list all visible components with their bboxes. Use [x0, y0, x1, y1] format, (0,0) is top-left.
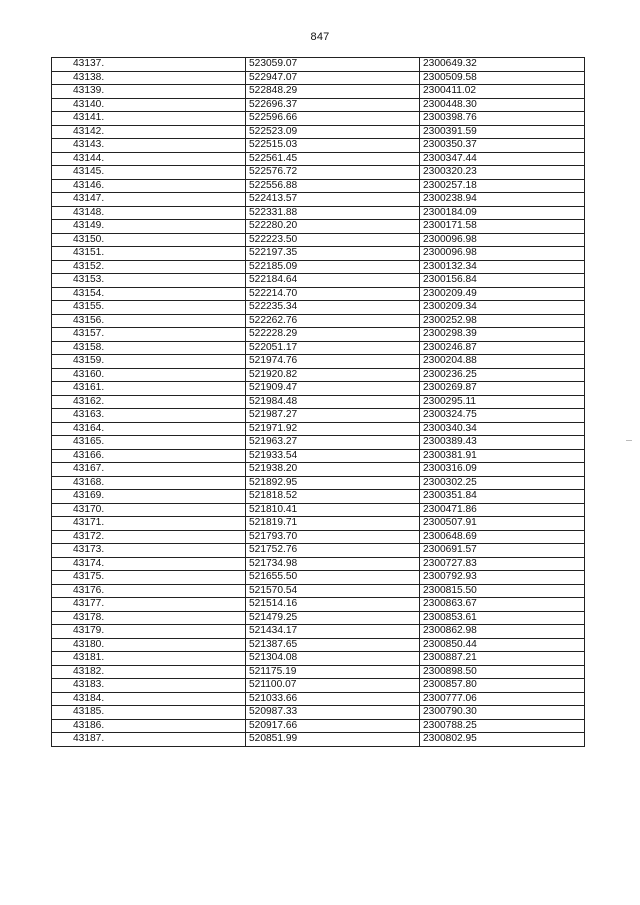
table-row [52, 71, 585, 85]
y-coordinate-cell: 2300257.18 [420, 179, 585, 193]
y-coordinate-cell: 2300389.43 [420, 436, 585, 450]
point-number-cell: 43156. [52, 314, 246, 328]
y-coordinate-cell: 2300815.50 [420, 584, 585, 598]
x-coordinate-cell: 522223.50 [246, 233, 420, 247]
table-row [52, 706, 585, 720]
point-number-cell: 43165. [52, 436, 246, 450]
y-coordinate-cell: 2300295.11 [420, 395, 585, 409]
point-number-cell: 43171. [52, 517, 246, 531]
x-coordinate-cell: 522556.88 [246, 179, 420, 193]
table-row [52, 557, 585, 571]
point-number-cell: 43182. [52, 665, 246, 679]
y-coordinate-cell: 2300727.83 [420, 557, 585, 571]
x-coordinate-cell: 520917.66 [246, 719, 420, 733]
y-coordinate-cell: 2300252.98 [420, 314, 585, 328]
point-number-cell: 43180. [52, 638, 246, 652]
y-coordinate-cell: 2300777.06 [420, 692, 585, 706]
point-number-cell: 43159. [52, 355, 246, 369]
point-number-cell: 43176. [52, 584, 246, 598]
point-number-cell: 43139. [52, 85, 246, 99]
x-coordinate-cell: 522331.88 [246, 206, 420, 220]
point-number-cell: 43152. [52, 260, 246, 274]
table-row [52, 341, 585, 355]
table-row [52, 125, 585, 139]
point-number-cell: 43177. [52, 598, 246, 612]
y-coordinate-cell: 2300391.59 [420, 125, 585, 139]
table-row [52, 517, 585, 531]
x-coordinate-cell: 521963.27 [246, 436, 420, 450]
point-number-cell: 43172. [52, 530, 246, 544]
table-row [52, 638, 585, 652]
table-row [52, 652, 585, 666]
y-coordinate-cell: 2300347.44 [420, 152, 585, 166]
table-row [52, 584, 585, 598]
x-coordinate-cell: 522280.20 [246, 220, 420, 234]
y-coordinate-cell: 2300802.95 [420, 733, 585, 747]
x-coordinate-cell: 521033.66 [246, 692, 420, 706]
x-coordinate-cell: 522561.45 [246, 152, 420, 166]
y-coordinate-cell: 2300850.44 [420, 638, 585, 652]
table-row [52, 692, 585, 706]
table-row [52, 274, 585, 288]
table-row [52, 301, 585, 315]
y-coordinate-cell: 2300209.49 [420, 287, 585, 301]
table-row [52, 544, 585, 558]
x-coordinate-cell: 521752.76 [246, 544, 420, 558]
point-number-cell: 43142. [52, 125, 246, 139]
x-coordinate-cell: 521387.65 [246, 638, 420, 652]
point-number-cell: 43185. [52, 706, 246, 720]
y-coordinate-cell: 2300853.61 [420, 611, 585, 625]
table-row [52, 260, 585, 274]
table-row [52, 679, 585, 693]
x-coordinate-cell: 522947.07 [246, 71, 420, 85]
y-coordinate-cell: 2300238.94 [420, 193, 585, 207]
x-coordinate-cell: 522523.09 [246, 125, 420, 139]
point-number-cell: 43178. [52, 611, 246, 625]
table-row [52, 625, 585, 639]
table-row [52, 476, 585, 490]
y-coordinate-cell: 2300509.58 [420, 71, 585, 85]
y-coordinate-cell: 2300648.69 [420, 530, 585, 544]
table-row [52, 139, 585, 153]
x-coordinate-cell: 521479.25 [246, 611, 420, 625]
table-row [52, 598, 585, 612]
y-coordinate-cell: 2300792.93 [420, 571, 585, 585]
table-row [52, 490, 585, 504]
x-coordinate-cell: 522185.09 [246, 260, 420, 274]
point-number-cell: 43167. [52, 463, 246, 477]
x-coordinate-cell: 522197.35 [246, 247, 420, 261]
x-coordinate-cell: 521974.76 [246, 355, 420, 369]
x-coordinate-cell: 521304.08 [246, 652, 420, 666]
table-row [52, 436, 585, 450]
point-number-cell: 43143. [52, 139, 246, 153]
table-row [52, 530, 585, 544]
x-coordinate-cell: 521920.82 [246, 368, 420, 382]
point-number-cell: 43187. [52, 733, 246, 747]
table-row [52, 193, 585, 207]
point-number-cell: 43161. [52, 382, 246, 396]
table-row [52, 409, 585, 423]
y-coordinate-cell: 2300132.34 [420, 260, 585, 274]
x-coordinate-cell: 521175.19 [246, 665, 420, 679]
table-row [52, 166, 585, 180]
margin-mark [626, 440, 632, 441]
point-number-cell: 43163. [52, 409, 246, 423]
point-number-cell: 43168. [52, 476, 246, 490]
x-coordinate-cell: 522596.66 [246, 112, 420, 126]
point-number-cell: 43147. [52, 193, 246, 207]
table-row [52, 233, 585, 247]
y-coordinate-cell: 2300316.09 [420, 463, 585, 477]
y-coordinate-cell: 2300411.02 [420, 85, 585, 99]
table-row [52, 287, 585, 301]
y-coordinate-cell: 2300184.09 [420, 206, 585, 220]
y-coordinate-cell: 2300887.21 [420, 652, 585, 666]
point-number-cell: 43181. [52, 652, 246, 666]
table-row [52, 85, 585, 99]
point-number-cell: 43144. [52, 152, 246, 166]
point-number-cell: 43145. [52, 166, 246, 180]
y-coordinate-cell: 2300788.25 [420, 719, 585, 733]
x-coordinate-cell: 521793.70 [246, 530, 420, 544]
coordinate-table [51, 57, 585, 747]
x-coordinate-cell: 521734.98 [246, 557, 420, 571]
table-row [52, 611, 585, 625]
table-row [52, 112, 585, 126]
table-row [52, 382, 585, 396]
table-row [52, 314, 585, 328]
y-coordinate-cell: 2300302.25 [420, 476, 585, 490]
x-coordinate-cell: 521933.54 [246, 449, 420, 463]
x-coordinate-cell: 521100.07 [246, 679, 420, 693]
point-number-cell: 43148. [52, 206, 246, 220]
x-coordinate-cell: 522262.76 [246, 314, 420, 328]
point-number-cell: 43183. [52, 679, 246, 693]
y-coordinate-cell: 2300649.32 [420, 58, 585, 72]
x-coordinate-cell: 521655.50 [246, 571, 420, 585]
point-number-cell: 43137. [52, 58, 246, 72]
y-coordinate-cell: 2300507.91 [420, 517, 585, 531]
x-coordinate-cell: 521810.41 [246, 503, 420, 517]
y-coordinate-cell: 2300471.86 [420, 503, 585, 517]
y-coordinate-cell: 2300320.23 [420, 166, 585, 180]
point-number-cell: 43158. [52, 341, 246, 355]
x-coordinate-cell: 522413.57 [246, 193, 420, 207]
table-row [52, 368, 585, 382]
y-coordinate-cell: 2300209.34 [420, 301, 585, 315]
point-number-cell: 43173. [52, 544, 246, 558]
point-number-cell: 43175. [52, 571, 246, 585]
point-number-cell: 43186. [52, 719, 246, 733]
point-number-cell: 43140. [52, 98, 246, 112]
x-coordinate-cell: 521984.48 [246, 395, 420, 409]
x-coordinate-cell: 522515.03 [246, 139, 420, 153]
table-row [52, 422, 585, 436]
y-coordinate-cell: 2300324.75 [420, 409, 585, 423]
coordinate-table-body [52, 58, 585, 747]
point-number-cell: 43184. [52, 692, 246, 706]
x-coordinate-cell: 520851.99 [246, 733, 420, 747]
point-number-cell: 43149. [52, 220, 246, 234]
table-row [52, 179, 585, 193]
table-row [52, 98, 585, 112]
point-number-cell: 43138. [52, 71, 246, 85]
point-number-cell: 43146. [52, 179, 246, 193]
table-row [52, 449, 585, 463]
y-coordinate-cell: 2300246.87 [420, 341, 585, 355]
y-coordinate-cell: 2300862.98 [420, 625, 585, 639]
x-coordinate-cell: 522576.72 [246, 166, 420, 180]
point-number-cell: 43169. [52, 490, 246, 504]
y-coordinate-cell: 2300204.88 [420, 355, 585, 369]
x-coordinate-cell: 521892.95 [246, 476, 420, 490]
y-coordinate-cell: 2300863.67 [420, 598, 585, 612]
x-coordinate-cell: 521434.17 [246, 625, 420, 639]
x-coordinate-cell: 521987.27 [246, 409, 420, 423]
point-number-cell: 43164. [52, 422, 246, 436]
x-coordinate-cell: 521819.71 [246, 517, 420, 531]
y-coordinate-cell: 2300898.50 [420, 665, 585, 679]
table-row [52, 503, 585, 517]
y-coordinate-cell: 2300171.58 [420, 220, 585, 234]
y-coordinate-cell: 2300096.98 [420, 247, 585, 261]
table-row [52, 206, 585, 220]
table-row [52, 395, 585, 409]
table-row [52, 247, 585, 261]
table-row [52, 355, 585, 369]
point-number-cell: 43170. [52, 503, 246, 517]
point-number-cell: 43166. [52, 449, 246, 463]
y-coordinate-cell: 2300298.39 [420, 328, 585, 342]
table-row [52, 328, 585, 342]
y-coordinate-cell: 2300448.30 [420, 98, 585, 112]
x-coordinate-cell: 521514.16 [246, 598, 420, 612]
y-coordinate-cell: 2300691.57 [420, 544, 585, 558]
x-coordinate-cell: 522214.70 [246, 287, 420, 301]
point-number-cell: 43157. [52, 328, 246, 342]
y-coordinate-cell: 2300857.80 [420, 679, 585, 693]
point-number-cell: 43151. [52, 247, 246, 261]
table-row [52, 152, 585, 166]
x-coordinate-cell: 522184.64 [246, 274, 420, 288]
x-coordinate-cell: 522051.17 [246, 341, 420, 355]
y-coordinate-cell: 2300340.34 [420, 422, 585, 436]
table-row [52, 463, 585, 477]
table-row [52, 58, 585, 72]
point-number-cell: 43174. [52, 557, 246, 571]
y-coordinate-cell: 2300381.91 [420, 449, 585, 463]
point-number-cell: 43154. [52, 287, 246, 301]
y-coordinate-cell: 2300790.30 [420, 706, 585, 720]
table-row [52, 220, 585, 234]
x-coordinate-cell: 522696.37 [246, 98, 420, 112]
y-coordinate-cell: 2300398.76 [420, 112, 585, 126]
y-coordinate-cell: 2300351.84 [420, 490, 585, 504]
table-row [52, 733, 585, 747]
x-coordinate-cell: 522848.29 [246, 85, 420, 99]
y-coordinate-cell: 2300156.84 [420, 274, 585, 288]
y-coordinate-cell: 2300096.98 [420, 233, 585, 247]
x-coordinate-cell: 521938.20 [246, 463, 420, 477]
x-coordinate-cell: 521909.47 [246, 382, 420, 396]
y-coordinate-cell: 2300236.25 [420, 368, 585, 382]
table-row [52, 719, 585, 733]
point-number-cell: 43179. [52, 625, 246, 639]
table-row [52, 571, 585, 585]
x-coordinate-cell: 523059.07 [246, 58, 420, 72]
point-number-cell: 43160. [52, 368, 246, 382]
x-coordinate-cell: 521818.52 [246, 490, 420, 504]
y-coordinate-cell: 2300350.37 [420, 139, 585, 153]
x-coordinate-cell: 521971.92 [246, 422, 420, 436]
x-coordinate-cell: 520987.33 [246, 706, 420, 720]
point-number-cell: 43150. [52, 233, 246, 247]
x-coordinate-cell: 522235.34 [246, 301, 420, 315]
point-number-cell: 43155. [52, 301, 246, 315]
y-coordinate-cell: 2300269.87 [420, 382, 585, 396]
table-row [52, 665, 585, 679]
x-coordinate-cell: 521570.54 [246, 584, 420, 598]
point-number-cell: 43162. [52, 395, 246, 409]
point-number-cell: 43153. [52, 274, 246, 288]
x-coordinate-cell: 522228.29 [246, 328, 420, 342]
point-number-cell: 43141. [52, 112, 246, 126]
page-number: 847 [310, 31, 330, 43]
